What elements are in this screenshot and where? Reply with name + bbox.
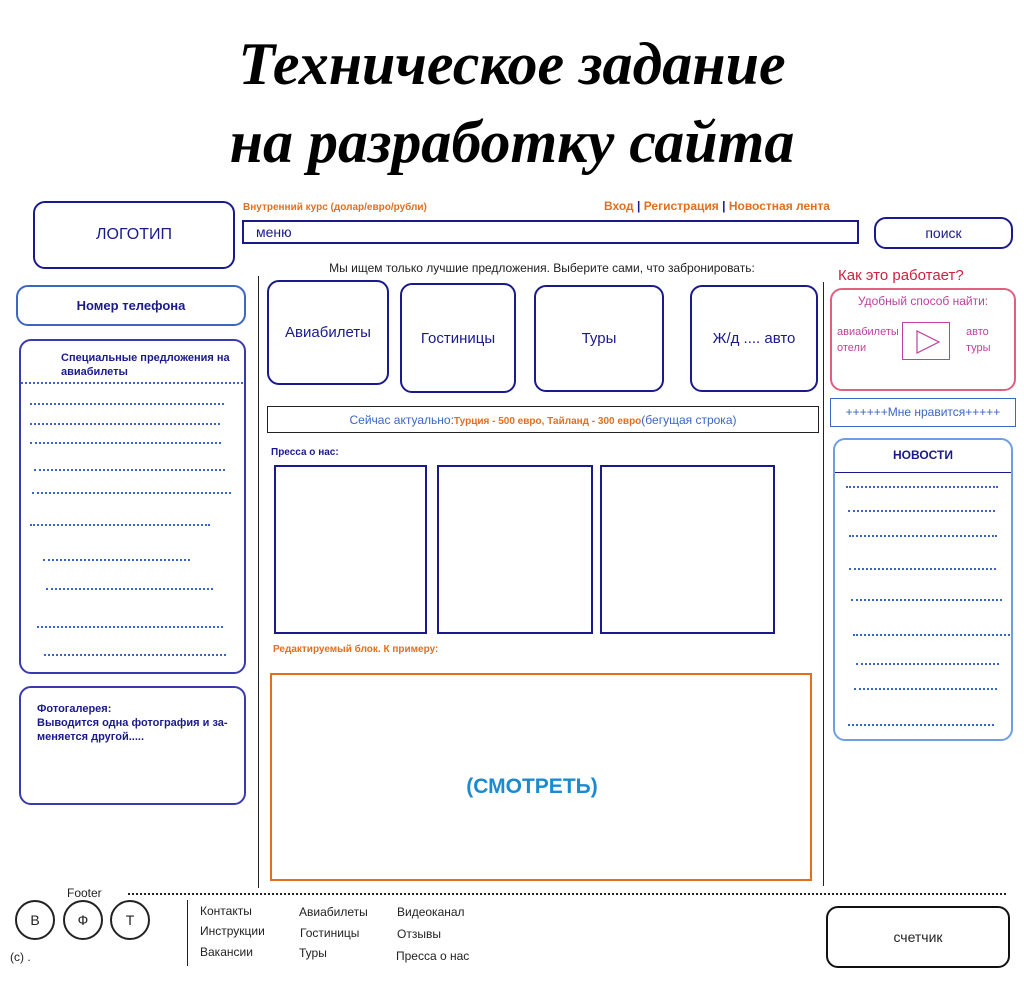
register-link[interactable]: Регистрация xyxy=(643,199,719,213)
how-it-works-right-list xyxy=(966,324,991,356)
dotted-line xyxy=(846,486,998,488)
social-twitter-icon[interactable]: Т xyxy=(110,900,150,940)
footer-link-contacts[interactable]: Контакты xyxy=(200,904,252,918)
how-item: авиабилеты xyxy=(837,326,899,338)
editable-block[interactable] xyxy=(270,673,812,881)
category-tours[interactable]: Туры xyxy=(534,285,664,392)
auth-links xyxy=(604,199,830,213)
dotted-line xyxy=(848,510,995,512)
dotted-line xyxy=(44,654,226,656)
news-feed-link[interactable]: Новостная лента xyxy=(728,199,830,213)
photo-gallery-panel[interactable] xyxy=(19,686,246,805)
footer-link-hotels[interactable]: Гостиницы xyxy=(300,926,360,940)
news-title-divider xyxy=(835,472,1011,473)
ticker-suffix: (бегущая строка) xyxy=(641,413,737,427)
how-it-works-subtitle: Удобный способ найти: xyxy=(857,294,989,308)
ticker-highlight: Турция - 500 евро, Тайланд - 300 евро xyxy=(453,416,642,427)
logo[interactable]: ЛОГОТИП xyxy=(33,201,235,269)
search-button[interactable]: поиск xyxy=(874,217,1013,249)
dotted-line xyxy=(43,559,190,561)
dotted-line xyxy=(21,382,243,384)
dotted-line xyxy=(849,568,996,570)
how-item: туры xyxy=(966,342,991,354)
phone-number[interactable]: Номер телефона xyxy=(16,285,246,326)
page-title-line-1: Техническое задание xyxy=(238,31,786,97)
how-it-works-left-list xyxy=(837,324,899,356)
footer-label: Footer xyxy=(67,886,102,900)
dotted-line xyxy=(856,663,999,665)
dotted-line xyxy=(851,599,1002,601)
currency-rate: Внутренний курс (долар/евро/рубли) xyxy=(243,202,427,213)
dotted-line xyxy=(854,688,997,690)
like-button[interactable]: ++++++Мне нравится+++++ xyxy=(830,398,1016,427)
dotted-line xyxy=(30,442,221,444)
dotted-line xyxy=(849,535,997,537)
press-item[interactable] xyxy=(274,465,427,634)
news-title: НОВОСТИ xyxy=(892,448,954,462)
footer-link-tours[interactable]: Туры xyxy=(299,946,327,960)
press-title: Пресса о нас: xyxy=(271,447,339,458)
press-item[interactable] xyxy=(437,465,593,634)
dotted-line xyxy=(30,403,224,405)
how-item: авто xyxy=(966,326,989,338)
left-divider xyxy=(258,276,259,888)
dotted-line xyxy=(34,469,225,471)
footer-link-reviews[interactable]: Отзывы xyxy=(397,927,441,941)
news-ticker[interactable] xyxy=(267,406,819,433)
copyright: (с) . xyxy=(10,950,31,964)
footer-column-divider xyxy=(187,900,188,966)
ticker-prefix: Сейчас актуально: xyxy=(349,413,454,427)
play-icon xyxy=(903,323,951,361)
right-divider xyxy=(823,282,824,886)
auth-separator: | xyxy=(637,199,641,213)
category-train-auto[interactable]: Ж/д .... авто xyxy=(690,285,818,392)
category-flights[interactable]: Авиабилеты xyxy=(267,280,389,385)
social-vk-icon[interactable]: В xyxy=(15,900,55,940)
social-facebook-icon[interactable]: Ф xyxy=(63,900,103,940)
photo-gallery-title: Фотогалерея: xyxy=(37,703,112,715)
dotted-line xyxy=(853,634,1010,636)
visit-counter: счетчик xyxy=(826,906,1010,968)
play-video-button[interactable] xyxy=(902,322,950,360)
login-link[interactable]: Вход xyxy=(604,199,634,213)
footer-divider xyxy=(128,893,1006,895)
footer-link-vacancies[interactable]: Вакансии xyxy=(200,945,253,959)
footer-link-flights[interactable]: Авиабилеты xyxy=(299,905,368,919)
dotted-line xyxy=(32,492,231,494)
how-item: отели xyxy=(837,342,867,354)
editable-block-title: Редактируемый блок. К примеру: xyxy=(273,644,439,655)
auth-separator: | xyxy=(722,199,726,213)
intro-text: Мы ищем только лучшие предложения. Выберите сами, что забронировать: xyxy=(329,261,755,275)
how-it-works-title: Как это работает? xyxy=(838,267,964,284)
dotted-line xyxy=(46,588,213,590)
footer-link-press[interactable]: Пресса о нас xyxy=(396,949,470,963)
dotted-line xyxy=(848,724,994,726)
category-hotels[interactable]: Гостиницы xyxy=(400,283,516,393)
dotted-line xyxy=(37,626,223,628)
press-item[interactable] xyxy=(600,465,775,634)
special-offers-panel xyxy=(19,339,246,674)
special-offers-title: Специальные предложения на авиабилеты xyxy=(61,352,230,378)
dotted-line xyxy=(30,524,210,526)
watch-link[interactable]: (СМОТРЕТЬ) xyxy=(466,775,598,798)
page-title-line-2: на разработку сайта xyxy=(229,109,795,175)
how-it-works-panel[interactable] xyxy=(830,288,1016,391)
footer-link-instructions[interactable]: Инструкции xyxy=(200,924,265,938)
dotted-line xyxy=(30,423,220,425)
main-menu[interactable]: меню xyxy=(242,220,859,244)
photo-gallery-text: Выводится одна фотография и за-меняется другой..... xyxy=(37,717,228,743)
footer-link-video[interactable]: Видеоканал xyxy=(397,905,465,919)
news-panel xyxy=(833,438,1013,741)
